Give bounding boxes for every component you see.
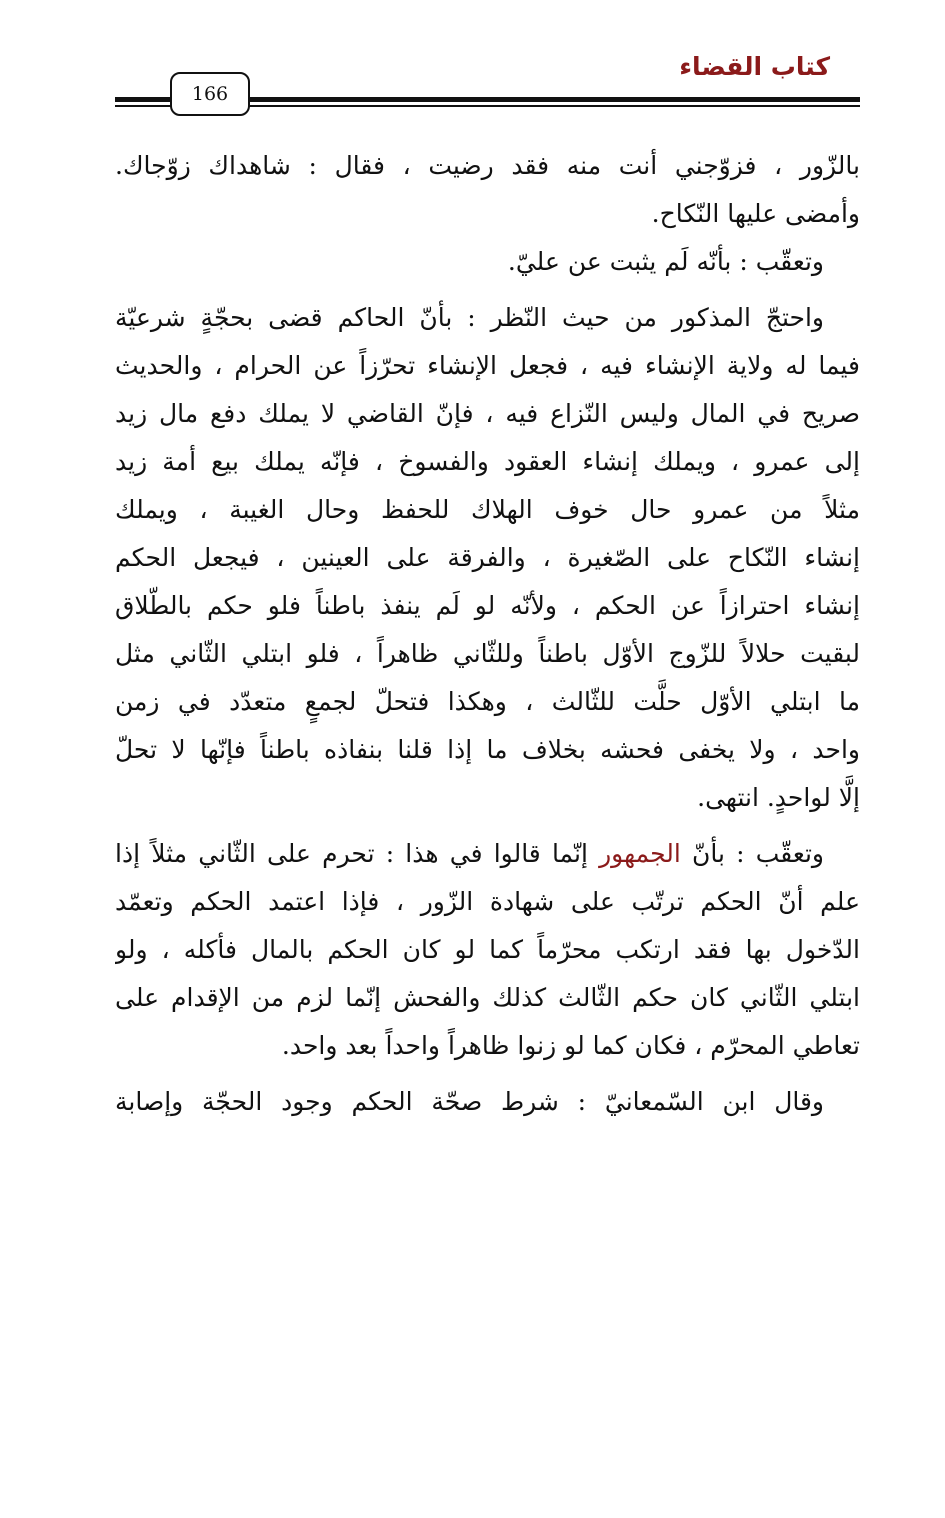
text-line: تعاطي المحرّم ، فكان كما لو زنوا ظاهراً واحداً بعد واحد.: [281, 1031, 860, 1060]
text-line: فيما له ولاية الإنشاء فيه ، فجعل الإنشاء تحرّزاً عن الحرام ، والحديث: [115, 351, 860, 380]
text-line: إنشاء احترازاً عن الحكم ، ولأنّه لو لَم ينفذ باطناً فلو حكم بالطّلاق: [115, 591, 860, 620]
paragraph: [115, 294, 860, 822]
text-line: علم أنّ الحكم ترتّب على شهادة الزّور ، فإذا اعتمد الحكم وتعمّد: [115, 887, 860, 916]
text-line: وقال ابن السّمعانيّ : شرط صحّة الحكم وجود الحجّة وإصابة: [115, 1087, 824, 1116]
text-line: [115, 830, 860, 878]
text-line: الدّخول بها فقد ارتكب محرّماً كما لو كان الحكم بالمال فأكله ، ولو: [115, 935, 860, 964]
text-segment: إنّما قالوا في هذا : تحرم على الثّاني مثلاً إذا: [115, 839, 588, 868]
page-header: [0, 0, 945, 130]
text-line: واحد ، ولا يخفى فحشه بخلاف ما إذا قلنا بنفاذه باطناً فإنّها لا تحلّ: [115, 735, 860, 764]
paragraph: [115, 142, 860, 238]
text-line: بالزّور ، فزوّجني أنت منه فقد رضيت ، فقال : شاهداك زوّجاك.: [115, 151, 860, 180]
text-segment: وتعقّب : بأنّ: [691, 839, 824, 868]
page-number-badge: 166: [170, 72, 250, 116]
text-line: واحتجّ المذكور من حيث النّظر : بأنّ الحاكم قضى بحجّةٍ شرعيّة: [115, 303, 824, 332]
paragraph: [115, 830, 860, 1070]
text-line: ابتلي الثّاني كان حكم الثّالث كذلك والفحش إنّما لزم من الإقدام على: [115, 983, 860, 1012]
text-line: لبقيت حلالاً للزّوج الأوّل باطناً وللثّاني ظاهراً ، فلو ابتلي الثّاني مثل: [115, 639, 860, 668]
text-line: وأمضى عليها النّكاح.: [651, 199, 860, 228]
text-line: إلى عمرو ، ويملك إنشاء العقود والفسوخ ، فإنّه يملك بيع أمة زيد: [115, 447, 860, 476]
text-line: مثلاً من عمرو حال خوف الهلاك للحفظ وحال الغيبة ، ويملك: [115, 495, 860, 524]
paragraph: [115, 238, 860, 286]
text-line: إنشاء النّكاح على الصّغيرة ، والفرقة على العينين ، فيجعل الحكم: [115, 543, 860, 572]
text-line: صريح في المال وليس النّزاع فيه ، فإنّ القاضي لا يملك دفع مال زيد: [115, 399, 860, 428]
text-line: إلَّا لواحدٍ. انتهى.: [697, 783, 860, 812]
text-line: ما ابتلي الأوّل حلَّت للثّالث ، وهكذا فتحلّ لجمعٍ متعدّد في زمن: [115, 687, 860, 716]
highlighted-term: الجمهور: [599, 839, 681, 868]
paragraph: [115, 1078, 860, 1126]
book-title: كتاب القضاء: [679, 52, 830, 81]
body-text: [115, 142, 860, 1126]
text-line: وتعقّب : بأنّه لَم يثبت عن عليّ.: [507, 247, 824, 276]
